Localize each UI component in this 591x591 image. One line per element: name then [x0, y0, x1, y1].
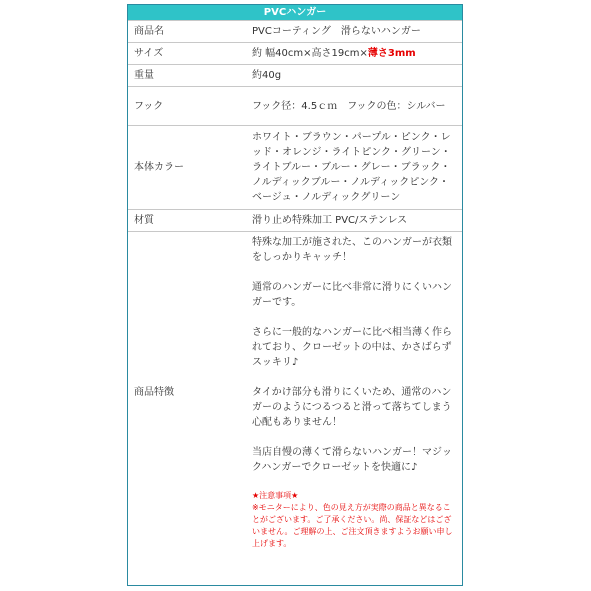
feature-paragraph: タイかけ部分も滑りにくいため、通常のハンガーのようにつるつると滑って落ちてしまう心配もありません！: [252, 387, 452, 428]
table-row-weight: [128, 65, 462, 87]
row-label: サイズ: [128, 43, 248, 65]
row-value: 滑り止め特殊加工 PVC/ステンレス: [248, 210, 462, 232]
row-label: 商品特徴: [128, 232, 248, 554]
feature-paragraph: 当店自慢の薄くて滑らないハンガー！マジックハンガーでクローゼットを快適に♪: [252, 447, 452, 473]
table-row-material: [128, 210, 462, 232]
row-label: 重量: [128, 65, 248, 87]
row-value: フック径：4.5ｃｍ フックの色：シルバー: [248, 87, 462, 126]
table-row-hook: [128, 87, 462, 126]
feature-paragraph: 特殊な加工が施された、このハンガーが衣類をしっかりキャッチ！: [252, 237, 452, 263]
table-row-features: [128, 232, 462, 554]
row-value: [248, 43, 462, 65]
row-label: 材質: [128, 210, 248, 232]
notice-title: ★注意事項★: [252, 491, 299, 500]
row-label: フック: [128, 87, 248, 126]
row-value: 約40g: [248, 65, 462, 87]
size-value: 約 幅40cm×高さ19cm×: [252, 48, 368, 59]
row-value: ホワイト・ブラウン・パープル・ピンク・レッド・オレンジ・ライトピンク・グリーン・ライトブルー・ブルー・グレー・ブラック・ノルディックブルー・ノルディックピンク・ベージュ・ノルディックグリーン: [248, 126, 462, 210]
row-value: PVCコーティング 滑らないハンガー: [248, 21, 462, 43]
table-row-name: [128, 21, 462, 43]
feature-paragraph: 通常のハンガーに比べ非常に滑りにくいハンガーです。: [252, 282, 452, 308]
product-spec-table: [127, 4, 463, 586]
table-row-size: [128, 43, 462, 65]
spec-table: [128, 20, 462, 553]
row-label: 本体カラー: [128, 126, 248, 210]
notice-text: ※モニターにより、色の見え方が実際の商品と異なることがございます。ご了承ください。尚、保証などはございません。ご理解の上、ご注文頂きますようお願い申し上げます。: [252, 503, 453, 548]
row-value: [248, 232, 462, 554]
table-title: PVCハンガー: [128, 5, 462, 20]
row-label: 商品名: [128, 21, 248, 43]
table-row-color: [128, 126, 462, 210]
thickness-highlight: 薄さ3mm: [367, 48, 416, 59]
feature-paragraph: さらに一般的なハンガーに比べ相当薄く作られており、クローゼットの中は、かさばらずスッキリ♪: [252, 327, 452, 368]
